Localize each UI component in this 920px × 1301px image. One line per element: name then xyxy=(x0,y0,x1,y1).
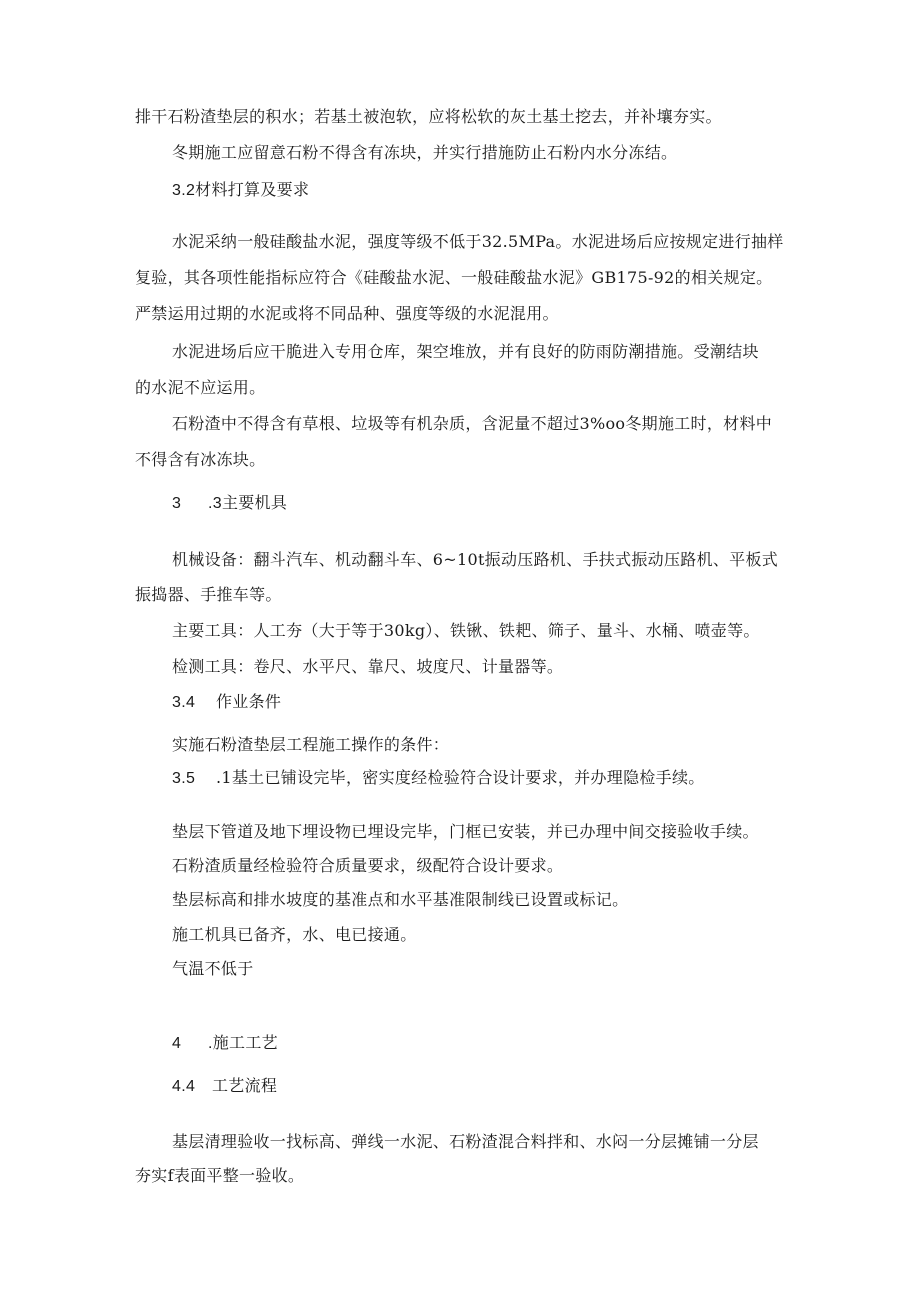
condition-item-quality: 石粉渣质量经检验符合质量要求，级配符合设计要求。 xyxy=(172,856,564,875)
paragraph-process-flow-line-2: 夯实f表面平整一验收。 xyxy=(135,1166,305,1185)
condition-item-3-5-number: 3.5 xyxy=(172,770,196,787)
heading-3-3-number: 3 xyxy=(172,495,182,512)
condition-item-levels: 垫层标高和排水坡度的基准点和水平基准限制线已设置或标记。 xyxy=(172,890,629,909)
paragraph-conditions-intro: 实施石粉渣垫层工程施工操作的条件： xyxy=(172,735,450,754)
heading-4-4-text: 工艺流程 xyxy=(212,1078,278,1095)
paragraph-cement-line-3: 严禁运用过期的水泥或将不同品种、强度等级的水泥混用。 xyxy=(135,304,559,323)
paragraph-cement-storage-line-1: 水泥进场后应干脆进入专用仓库，架空堆放，并有良好的防雨防潮措施。受潮结块 xyxy=(172,342,759,361)
heading-3-4-work-conditions xyxy=(172,693,281,713)
heading-4-construction-process xyxy=(172,1034,278,1054)
heading-4-number: 4 xyxy=(172,1035,182,1052)
heading-3-4-number: 3.4 xyxy=(172,694,196,711)
condition-item-temperature: 气温不低于 xyxy=(172,959,254,978)
condition-item-equipment: 施工机具已备齐，水、电已接通。 xyxy=(172,925,417,944)
paragraph-winter-construction: 冬期施工应留意石粉不得含有冻块，并实行措施防止石粉内水分冻结。 xyxy=(172,143,678,162)
paragraph-stone-powder-line-2: 不得含有冰冻块。 xyxy=(135,450,266,469)
paragraph-main-tools: 主要工具：人工夯（大于等于30kg）、铁锹、铁耙、筛子、量斗、水桶、喷壶等。 xyxy=(172,621,760,640)
heading-3-3-machinery xyxy=(172,494,287,514)
paragraph-machinery-line-2: 振捣器、手推车等。 xyxy=(135,585,282,604)
condition-item-3-5 xyxy=(172,768,705,789)
paragraph-process-flow-line-1: 基层清理验收一找标高、弹线一水泥、石粉渣混合料拌和、水闷一分层摊铺一分层 xyxy=(172,1132,759,1151)
paragraph-cement-line-1: 水泥采纳一般硅酸盐水泥，强度等级不低于32.5MPa。水泥进场后应按规定进行抽样 xyxy=(172,232,784,251)
paragraph-backfill-end: 排干石粉渣垫层的积水；若基土被泡软，应将松软的灰土基土挖去，并补壤夯实。 xyxy=(135,107,722,126)
paragraph-cement-line-2: 复验，其各项性能指标应符合《硅酸盐水泥、一般硅酸盐水泥》GB175-92的相关规定。 xyxy=(135,268,773,287)
condition-item-3-5-text: .1基土已铺设完毕，密实度经检验符合设计要求，并办理隐检手续。 xyxy=(216,768,705,787)
heading-3-3-text: .3主要机具 xyxy=(208,495,288,512)
paragraph-testing-tools: 检测工具：卷尺、水平尺、靠尺、坡度尺、计量器等。 xyxy=(172,657,564,676)
condition-item-pipes: 垫层下管道及地下埋设物已埋设完毕，门框已安装，并已办理中间交接验收手续。 xyxy=(172,822,759,841)
heading-3-2-materials: 3.2材料打算及要求 xyxy=(172,182,310,199)
paragraph-cement-storage-line-2: 的水泥不应运用。 xyxy=(135,378,266,397)
heading-4-text: .施工工艺 xyxy=(208,1035,278,1052)
paragraph-machinery-line-1: 机械设备：翻斗汽车、机动翻斗车、6~10t振动压路机、手扶式振动压路机、平板式 xyxy=(172,550,779,569)
heading-4-4-number: 4.4 xyxy=(172,1078,196,1095)
heading-3-4-text: 作业条件 xyxy=(216,694,282,711)
heading-4-4-process-flow xyxy=(172,1077,277,1097)
paragraph-stone-powder-line-1: 石粉渣中不得含有草根、垃圾等有机杂质，含泥量不超过3%oo冬期施工时，材料中 xyxy=(172,414,773,433)
